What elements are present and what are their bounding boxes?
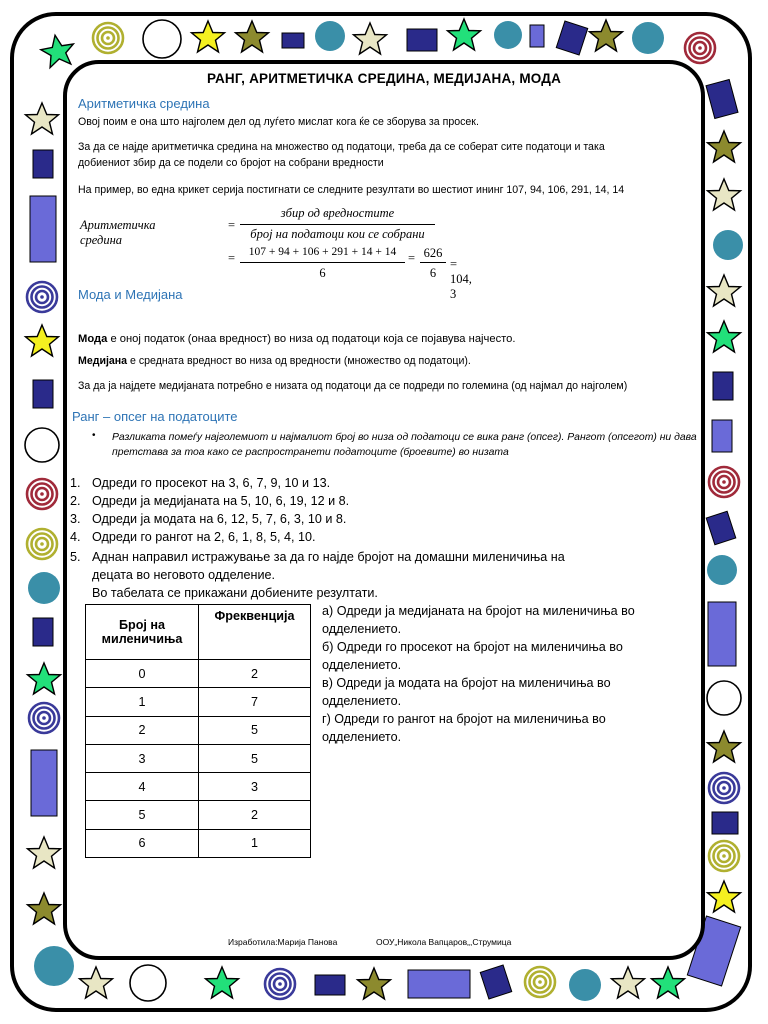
star-icon — [354, 23, 387, 54]
square-icon — [30, 196, 56, 262]
formula-sum-den: 6 — [319, 266, 326, 280]
table-header-frequency: Фреквенција — [199, 605, 311, 660]
table-cell-frequency: 5 — [199, 744, 311, 772]
formula-sum: 107 + 94 + 106 + 291 + 14 + 14 — [248, 246, 397, 258]
star-icon — [28, 837, 61, 868]
star-icon — [80, 967, 113, 998]
question-number: 1. — [70, 476, 81, 490]
formula-total-den: 6 — [429, 266, 437, 280]
table-cell-pets: 6 — [86, 829, 199, 857]
table-cell-pets: 0 — [86, 660, 199, 688]
sub-question-b: б) Одреди го просекот на бројот на миленичиња во — [322, 640, 623, 654]
square-icon — [282, 33, 304, 48]
table-cell-frequency: 3 — [199, 773, 311, 801]
spiral-icon — [29, 703, 59, 733]
question-number: 3. — [70, 512, 81, 526]
circle-icon — [130, 965, 166, 1001]
question-4 — [70, 530, 316, 544]
mode-def-text: е оној податок (онаа вредност) во низа од податоци која се појавува најчесто. — [107, 333, 516, 345]
table-cell-pets: 2 — [86, 716, 199, 744]
table-header-pets: Број на миленичиња — [86, 605, 199, 660]
formula-equals-3: = — [408, 251, 416, 265]
circle-icon — [143, 20, 181, 58]
star-icon — [708, 731, 741, 762]
table-cell-frequency: 2 — [199, 660, 311, 688]
question-number: 2. — [70, 494, 81, 508]
spiral-icon — [27, 529, 57, 559]
square-icon — [713, 372, 733, 400]
sub-question-d-cont: одделението. — [322, 730, 402, 744]
star-icon — [708, 179, 741, 210]
circle-icon — [707, 681, 741, 715]
question-2 — [70, 494, 349, 508]
star-icon — [192, 21, 225, 52]
square-icon — [712, 420, 732, 452]
star-icon — [448, 19, 481, 50]
star-icon — [708, 131, 741, 162]
sub-question-c: в) Одреди ја модата на бројот на миленичиња во — [322, 676, 611, 690]
formula-total: 626 — [423, 246, 443, 260]
median-note: За да ја најдете медијаната потребно е низата од податоци да се подреди по големина (од најмал до најголем) — [78, 380, 628, 392]
spiral-icon — [93, 23, 123, 53]
table-row — [86, 688, 311, 716]
mode-definition — [78, 333, 516, 345]
spiral-icon — [525, 967, 555, 997]
star-icon — [590, 20, 623, 51]
spiral-icon — [685, 33, 715, 63]
star-icon — [236, 21, 269, 52]
table-cell-frequency: 7 — [199, 688, 311, 716]
formula-equals: = — [228, 218, 236, 232]
spiral-icon — [709, 773, 739, 803]
sub-question-b-cont: одделението. — [322, 658, 402, 672]
spiral-icon — [709, 467, 739, 497]
table-row — [86, 744, 311, 772]
page-title: РАНГ, АРИТМЕТИЧКА СРЕДИНА, МЕДИЈАНА, МОДА — [206, 71, 562, 86]
table-row — [86, 660, 311, 688]
circle-icon — [25, 428, 59, 462]
question-5-cont2: Во табелата се прикажани добиените резултати. — [92, 586, 378, 600]
square-icon — [708, 602, 736, 666]
table-cell-pets: 1 — [86, 688, 199, 716]
star-icon — [26, 325, 59, 356]
question-number: 4. — [70, 530, 81, 544]
circle-icon — [569, 969, 601, 1001]
star-icon — [28, 663, 61, 694]
star-icon — [708, 881, 741, 912]
spiral-icon — [265, 969, 295, 999]
section-heading-range: Ранг – опсег на податоците — [72, 409, 238, 424]
square-icon — [33, 380, 53, 408]
table-cell-frequency: 5 — [199, 716, 311, 744]
circle-icon — [707, 555, 737, 585]
star-icon — [708, 275, 741, 306]
median-def-text: е средната вредност во низа од вредности (множество од податоци). — [127, 355, 471, 367]
table-row — [86, 773, 311, 801]
circle-icon — [632, 22, 664, 54]
section-heading-mean: Аритметичка средина — [78, 96, 210, 111]
formula-equals-2: = — [228, 251, 236, 265]
question-3 — [70, 512, 346, 526]
formula-denominator: број на податоци кои се собрани — [250, 227, 425, 241]
table-header-row — [86, 605, 311, 660]
question-text: Одреди го просекот на 3, 6, 7, 9, 10 и 13. — [92, 476, 331, 490]
circle-icon — [34, 946, 74, 986]
table-cell-pets: 3 — [86, 744, 199, 772]
sub-question-c-cont: одделението. — [322, 694, 402, 708]
square-icon — [480, 965, 511, 999]
mode-term: Мода — [78, 333, 108, 345]
range-definition: Разликата помеѓу најголемиот и најмалиот број во низа од податоци се вика ранг (опсег). Рангот (опсегот) ни дава претстава за тоа како се распространети податоците (броевите) во низата — [112, 432, 697, 458]
question-text: Одреди го рангот на 2, 6, 1, 8, 5, 4, 10. — [92, 530, 316, 544]
formula-label: Аритметичка средина — [80, 218, 156, 247]
star-icon — [358, 968, 391, 999]
section-heading-mode-median: Мода и Медијана — [78, 287, 183, 302]
spiral-icon — [709, 841, 739, 871]
square-icon — [33, 150, 53, 178]
circle-icon — [28, 572, 60, 604]
star-icon — [28, 893, 61, 924]
footer-school: ООУ„Никола Вапцаров„,Струмица — [376, 937, 512, 947]
table-row — [86, 716, 311, 744]
square-icon — [407, 29, 437, 51]
footer-author: Изработила:Марија Панова — [228, 937, 338, 947]
mean-definition: Овој поим е она што најголем дел од луѓето мислат кога ќе се зборува за просек. — [78, 116, 479, 128]
square-icon — [556, 21, 587, 55]
table-row — [86, 829, 311, 857]
sub-question-a-cont: одделението. — [322, 622, 402, 636]
sub-question-d: г) Одреди го рангот на бројот на миленичиња во — [322, 712, 606, 726]
bullet-icon: • — [92, 430, 96, 441]
formula-numerator: збир од вредностите — [280, 206, 395, 220]
square-icon — [315, 975, 345, 995]
star-icon — [39, 32, 77, 68]
star-icon — [206, 967, 239, 998]
star-icon — [612, 967, 645, 998]
frequency-table — [85, 604, 311, 858]
fraction-bar — [420, 262, 446, 263]
square-icon — [33, 618, 53, 646]
question-5 — [70, 550, 565, 564]
mean-instruction-line2: добиениот збир да се подели со бројот на собрани вредности — [78, 157, 384, 169]
table-cell-pets: 4 — [86, 773, 199, 801]
star-icon — [26, 103, 59, 134]
square-icon — [712, 812, 738, 834]
question-5-cont1: децата во неговото одделение. — [92, 568, 276, 582]
median-term: Медијана — [78, 355, 128, 367]
question-number: 5. — [70, 550, 81, 564]
square-icon — [530, 25, 544, 47]
fraction-bar — [240, 262, 405, 263]
mean-instruction-line1: За да се најде аритметичка средина на множество од податоци, треба да се соберат сите податоци и така — [78, 141, 605, 153]
star-icon — [652, 967, 685, 998]
circle-icon — [494, 21, 522, 49]
square-icon — [706, 79, 738, 118]
spiral-icon — [27, 479, 57, 509]
question-text: Аднан направил истражување за да го најде бројот на домашни миленичиња на — [92, 550, 565, 564]
table-cell-frequency: 1 — [199, 829, 311, 857]
circle-icon — [315, 21, 345, 51]
formula-result: = 104, 3 — [450, 257, 472, 301]
sub-question-a: а) Одреди ја медијаната на бројот на миленичиња во — [322, 604, 635, 618]
table-cell-pets: 5 — [86, 801, 199, 829]
square-icon — [706, 511, 736, 544]
question-1 — [70, 476, 330, 490]
star-icon — [708, 321, 741, 352]
question-text: Одреди ја модата на 6, 12, 5, 7, 6, 3, 10 и 8. — [92, 512, 347, 526]
mean-example: На пример, во една крикет серија постигнати се следните резултати во шестиот ининг 107, 94, 106, 291, 14, 14 — [78, 184, 625, 196]
circle-icon — [713, 230, 743, 260]
fraction-bar — [240, 224, 435, 225]
median-definition — [78, 355, 471, 367]
square-icon — [31, 750, 57, 816]
square-icon — [408, 970, 470, 998]
table-row — [86, 801, 311, 829]
table-cell-frequency: 2 — [199, 801, 311, 829]
question-text: Одреди ја медијаната на 5, 10, 6, 19, 12 и 8. — [92, 494, 350, 508]
spiral-icon — [27, 282, 57, 312]
